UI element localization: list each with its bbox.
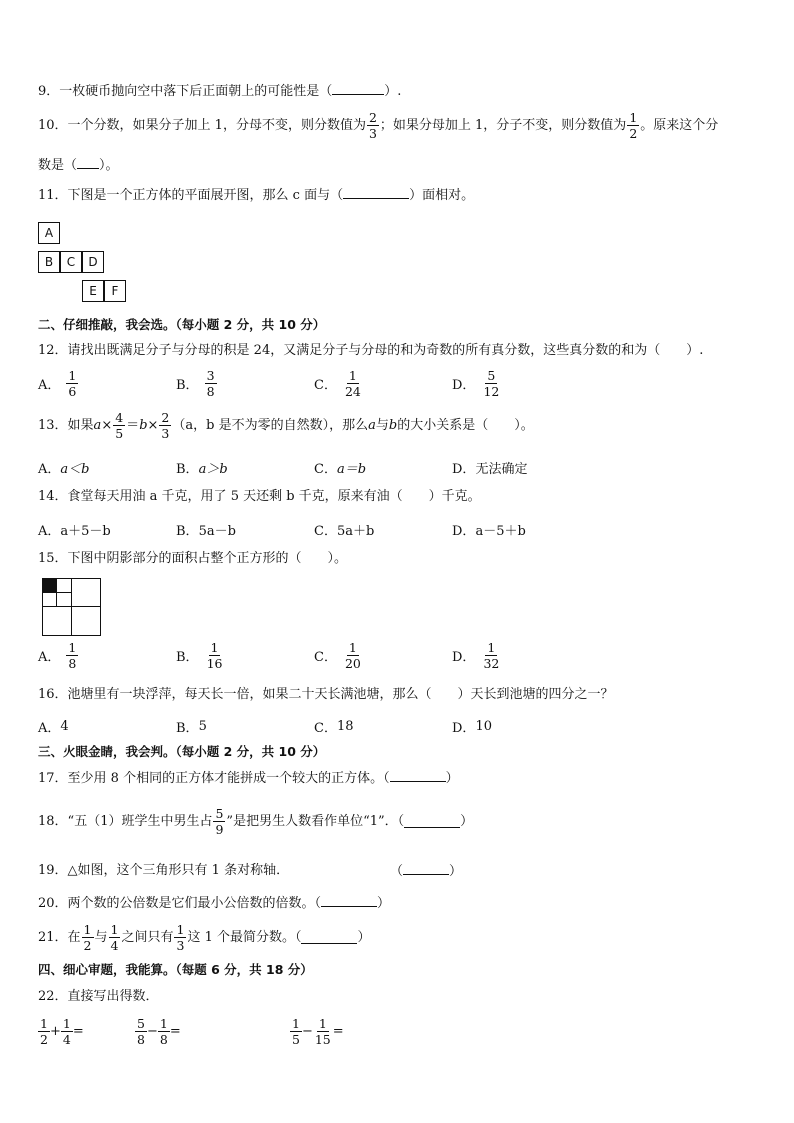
net-face-b: B xyxy=(38,251,60,273)
question-18: 18．“五（1）班学生中男生占 5 9 ”是把男生人数看作单位“1”．（ ） xyxy=(38,806,474,837)
option-b[interactable]: B． 5a－b xyxy=(176,524,236,539)
answer-blank[interactable] xyxy=(321,894,377,907)
net-face-c: C xyxy=(60,251,82,273)
option-a[interactable]: A． 4 xyxy=(38,719,69,736)
question-20: 20．两个数的公倍数是它们最小公倍数的倍数。（ ） xyxy=(38,896,391,911)
answer-blank[interactable] xyxy=(332,82,384,95)
option-a[interactable]: A． a＜b xyxy=(38,462,90,477)
question-14: 14．食堂每天用油 a 千克，用了 5 天还剩 b 千克，原来有油（ ）千克。 xyxy=(38,489,481,504)
option-c[interactable]: C． 5a＋b xyxy=(314,524,375,539)
question-17: 17．至少用 8 个相同的正方体才能拼成一个较大的正方体。（ ） xyxy=(38,771,459,786)
option-b[interactable]: B． a＞b xyxy=(176,462,228,477)
section-4-heading: 四、细心审题，我能算。（每题 6 分，共 18 分） xyxy=(38,962,313,977)
option-d[interactable]: D． 1 32 xyxy=(452,640,500,671)
question-11: 11．下图是一个正方体的平面展开图，那么 c 面与（ ）面相对。 xyxy=(38,188,475,203)
expression-3: 1 5 − $\frac{1}{15}$ = xyxy=(292,1016,344,1047)
answer-blank[interactable] xyxy=(390,769,446,782)
option-b[interactable]: B． 1 16 xyxy=(176,640,223,671)
option-d[interactable]: D． a－5＋b xyxy=(452,524,526,539)
option-d[interactable]: D． 10 xyxy=(452,719,492,736)
question-10-line2: 数是（ ）。 xyxy=(38,158,119,173)
option-c[interactable]: C． 1 20 xyxy=(314,640,361,671)
option-d[interactable]: D． 5 12 xyxy=(452,368,500,399)
answer-blank[interactable] xyxy=(301,931,357,944)
expression-2: 5 8 − $\frac{1}{8}$ = xyxy=(137,1016,181,1047)
option-c[interactable]: C． 18 xyxy=(314,719,354,736)
option-b[interactable]: B． 5 xyxy=(176,719,207,736)
question-15: 15．下图中阴影部分的面积占整个正方形的（ ）。 xyxy=(38,551,348,566)
fraction: 2 3 xyxy=(368,110,377,141)
fraction: 1 2 xyxy=(629,110,638,141)
answer-blank[interactable] xyxy=(77,156,99,169)
option-a[interactable]: A． 1 8 xyxy=(38,640,77,671)
net-face-d: D xyxy=(82,251,104,273)
net-face-e: E xyxy=(82,280,104,302)
question-16: 16．池塘里有一块浮萍，每天长一倍，如果二十天长满池塘，那么（ ）天长到池塘的四分之一？ xyxy=(38,687,614,702)
question-13: 13．如果 a × $\frac{4}{5}$ ＝ b × $\frac{2}{3}$ （a，b 是不为零的自然数），那么 a 与 b 的大小关系是（ ）。 xyxy=(38,410,534,441)
question-19-answer: （ ） xyxy=(390,864,463,879)
section-3-heading: 三、火眼金睛，我会判。（每小题 2 分，共 10 分） xyxy=(38,744,326,759)
net-face-f: F xyxy=(104,280,126,302)
net-face-a: A xyxy=(38,222,60,244)
option-b[interactable]: B． 3 8 xyxy=(176,368,215,399)
section-2-heading: 二、仔细推敲，我会选。（每小题 2 分，共 10 分） xyxy=(38,317,326,332)
question-9: 9．一枚硬币抛向空中落下后正面朝上的可能性是（ ）. xyxy=(38,84,402,99)
answer-blank[interactable] xyxy=(404,815,460,828)
question-12: 12．请找出既满足分子与分母的积是 24，又满足分子与分母的和为奇数的所有真分数，这些真分数的和为（ ）. xyxy=(38,343,704,358)
expression-1: 1 2 + $\frac{1}{4}$ = xyxy=(40,1016,84,1047)
option-d[interactable]: D． 无法确定 xyxy=(452,462,528,477)
option-a[interactable]: A． 1 6 xyxy=(38,368,77,399)
question-19: 19．△如图，这个三角形只有 1 条对称轴． xyxy=(38,863,290,878)
answer-blank[interactable] xyxy=(343,186,409,199)
answer-blank[interactable] xyxy=(403,862,449,875)
option-a[interactable]: A． a＋5－b xyxy=(38,524,111,539)
question-10: 10．一个分数，如果分子加上 1，分母不变，则分数值为 2 3 ；如果分母加上 1，分子不变，则分数值为 1 2 。原来这个分 xyxy=(38,110,719,141)
option-c[interactable]: C． 1 24 xyxy=(314,368,361,399)
question-21: 21．在 1 2 与 1 4 之间只有 1 3 这 1 个最简分数。（ ） xyxy=(38,922,371,953)
question-22: 22．直接写出得数． xyxy=(38,989,159,1004)
option-c[interactable]: C． a＝b xyxy=(314,462,367,477)
